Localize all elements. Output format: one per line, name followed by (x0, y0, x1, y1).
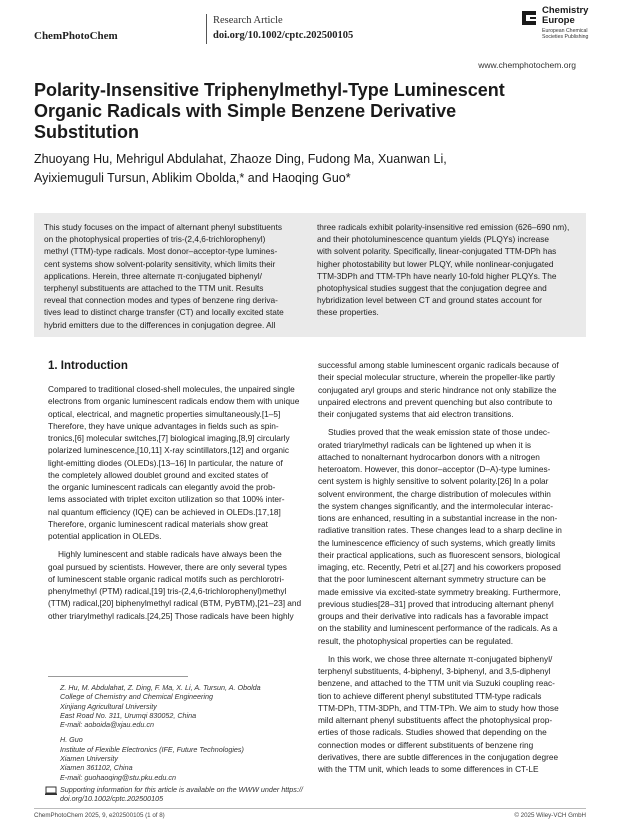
text-line: Compared to traditional closed-shell molecules, the unpaired single (48, 384, 295, 394)
text-line: other triarylmethyl radicals.[24,25] Those radicals have been highly (48, 610, 294, 621)
footer-copyright: © 2025 Wiley-VCH GmbH (514, 812, 586, 819)
text-line: imaging, etc. Recently, Petri et al.[27] and his coworkers proposed (318, 562, 561, 572)
text-line: connection modes or different substituents of benzene ring (318, 739, 534, 750)
abstract-line: terphenyl substituents are attached to the TTM unit. Results (44, 283, 264, 294)
text-line: successful among stable luminescent organic radicals because of (318, 360, 559, 370)
abstract-line: hybridization level between CT and ground states account for (317, 295, 542, 306)
text-line: the organic luminescent radicals can elegantly avoid the prob- (48, 482, 276, 492)
footer-citation: ChemPhotoChem 2025, 9, e202500105 (1 of 8) (34, 812, 165, 819)
footer-divider (34, 808, 586, 809)
text-line: East Road No. 311, Urumqi 830052, China (60, 710, 197, 720)
logo-line-4: Societies Publishing (542, 34, 589, 40)
abstract-line: these properties. (317, 307, 379, 318)
supporting-info (60, 785, 303, 804)
abstract-line: with solvent polarity. Specifically, linear-conjugated TTM-DPh has (317, 246, 557, 257)
abstract-line: higher photostability but lower PLQY, while nonlinear-conjugated (317, 258, 554, 269)
text-line: phenylmethyl (PTM) radical,[19] tris-(2,4,6-trichlorophenyl)methyl (48, 586, 287, 596)
abstract-line: three radicals exhibit polarity-insensitive red emission (626–690 nm), (317, 222, 570, 232)
text-line: goal pursued by scientists. However, there are only several types (48, 561, 287, 572)
text-line: nal quantum efficiency (IQE) can be achieved in OLEDs.[17,18] (48, 506, 281, 517)
abstract-line: and their photoluminescence quantum yields (PLQYs) increase (317, 234, 549, 245)
text-line: attached to nonalternant hydrocarbon donors with a nitrogen (318, 451, 540, 462)
abstract-right-column (317, 221, 569, 319)
text-line: College of Chemistry and Chemical Engineering (60, 692, 214, 702)
text-line: erties of those radicals. Studies showed that depending on the (318, 727, 547, 738)
text-line: mild alternant phenyl substituents affect the photophysical prop- (318, 715, 553, 725)
text-line: Xinjiang Agricultural University (60, 701, 157, 711)
text-line: solvent environment, the charge distribution of molecules within (318, 488, 551, 499)
title-line: Polarity-Insensitive Triphenylmethyl-Type Luminescent (34, 80, 505, 100)
abstract-box (34, 213, 586, 337)
text-line: Highly luminescent and stable radicals have always been the (58, 549, 282, 560)
title-line: Substitution (34, 122, 139, 142)
text-line: made emissive via excited-state symmetry breaking. Furthermore, (318, 586, 561, 597)
text-line: light-emitting diodes (OLEDs).[13–16] In particular, the nature of (48, 457, 283, 468)
abstract-line: hybrid emitters due to the differences in conjugation degree. All (44, 319, 276, 330)
logo-line-2: Europe (542, 15, 575, 26)
text-line: E-mail: aoboida@xjau.edu.cn (60, 720, 154, 730)
text-line: optical, electrical, and magnetic properties simultaneously.[1–5] (48, 408, 281, 419)
text-line: E-mail: guohaoqing@stu.pku.edu.cn (60, 772, 176, 782)
text-line: their practical applications, such as fluorescent sensors, biological (318, 549, 561, 560)
text-line: the completely allowed doublet ground and excited states of (48, 469, 269, 480)
text-line: electrons from organic luminescent radicals endow them with unique (48, 396, 300, 407)
text-line: the luminescence efficiency of such systems, which greatly limits (318, 537, 556, 548)
text-line: conjugated aryl groups and steric hindrance not only stabilize the (318, 384, 557, 395)
journal-name: ChemPhotoChem (34, 30, 118, 42)
supporting-line: Supporting information for this article is available on the WWW under https:// (60, 785, 303, 794)
logo-line-3: European Chemical (542, 28, 588, 34)
abstract-left-column (44, 221, 284, 331)
supporting-info-icon (45, 786, 57, 796)
text-line: groups and their derivative into radicals has a favorable impact (318, 611, 549, 621)
text-line: polarized luminescence,[10,11] X-ray scintillators,[12] and organic (48, 445, 290, 456)
text-line: Therefore, organic luminescent radical materials show great (48, 518, 268, 529)
abstract-line: on the photophysical properties of tris-(2,4,6-trichlorophenyl) (44, 234, 266, 245)
text-line: benzene, and attached to the TTM unit via Suzuki coupling reac- (318, 678, 555, 689)
text-line: TTM-DPh, TTM-3DPh, and TTM-TPh. We aim to study how those (318, 702, 559, 713)
journal-website-link[interactable]: www.chemphotochem.org (478, 60, 576, 70)
header-divider (206, 14, 207, 44)
text-line: derivatives, there are subtle differences in the conjugation degree (318, 751, 559, 762)
abstract-line: applications. Herein, three alternate π-conjugated biphenyl/ (44, 270, 262, 281)
affiliation-divider (48, 676, 188, 677)
abstract-line: This study focuses on the impact of alternant phenyl substituents (44, 222, 282, 232)
text-line: heteroatom. However, this donor–acceptor (D–A)-type lumines- (318, 464, 551, 474)
text-line: H. Guo (60, 735, 83, 745)
publisher-logo (520, 6, 616, 50)
text-line: Studies proved that the weak emission state of those undec- (328, 427, 550, 438)
chemistry-europe-logo-icon (520, 9, 538, 27)
text-line: with the TTM unit, which leads to some differences in CT-LE (318, 764, 539, 774)
abstract-line: TTM-3DPh and TTM-TPh have nearly 10-fold higher PLQYs. The (317, 270, 557, 281)
text-line: previous studies[28–31] proved that introducing alternant phenyl (318, 598, 554, 609)
text-line: (TTM) radical,[20] biphenylmethyl radical (BTM, PyBTM),[21–23] and (48, 598, 302, 609)
text-line: terphenyl substituents, 4-biphenyl, 3-biphenyl, and 3,5-diphenyl (318, 666, 551, 676)
author-line: Ayixiemuguli Tursun, Ablikim Obolda,* and Haoqing Guo* (34, 171, 351, 185)
affiliations (60, 683, 261, 782)
text-line: Z. Hu, M. Abdulahat, Z. Ding, F. Ma, X. Li, A. Tursun, A. Obolda (60, 683, 261, 692)
section-heading: 1. Introduction (48, 360, 128, 372)
text-line: their special molecular structure, wherein the propeller-like partly (318, 372, 556, 383)
text-line: Xiamen 361102, China (60, 763, 133, 773)
logo-line-1: Chemistry (542, 5, 589, 16)
text-line: cent system is highly sensitive to solvent polarity.[26] In a polar (318, 476, 549, 487)
article-title (34, 80, 594, 143)
text-line: orated triarylmethyl radicals can be lightened up when it is (318, 439, 532, 450)
text-line: tronics,[6] molecular switches,[7] biological imaging,[8,9] circularly (48, 433, 290, 443)
text-line: tions are enhanced, resulting in a substantial increase in the non- (318, 513, 558, 523)
author-list (34, 150, 594, 188)
article-doi-link[interactable]: doi.org/10.1002/cptc.202500105 (213, 30, 354, 41)
text-line: result, the photophysical properties can be regulated. (318, 635, 514, 646)
supporting-link[interactable]: doi.org/10.1002/cptc.202500105 (60, 794, 164, 804)
intro-left-column (48, 383, 301, 622)
article-type: Research Article (213, 15, 283, 26)
title-line: Organic Radicals with Simple Benzene Derivative (34, 101, 457, 121)
abstract-line: tives lead to distinct charge transfer (CT) and locally excited state (44, 307, 284, 318)
text-line: In this work, we chose three alternate π-conjugated biphenyl/ (328, 653, 553, 664)
intro-right-column (318, 359, 562, 775)
abstract-line: cent systems show solvent-polarity sensitivity, which limits their (44, 258, 276, 269)
abstract-line: photophysical studies suggest that the conjugation degree and (317, 283, 547, 294)
text-line: their conjugated systems that aid electron transitions. (318, 409, 514, 419)
text-line: the system changes significantly, and the intermolecular interac- (318, 500, 554, 511)
abstract-line: methyl (TTM)-type radicals. Most donor–acceptor-type lumines- (44, 246, 278, 257)
text-line: lems associated with triplet exciton utilization so that 100% inter- (48, 494, 285, 505)
text-line: tion to achieve different phenyl substituted TTM-type radicals (318, 690, 542, 701)
text-line: radiative transition rates. These changes lead to a sharp decline in (318, 525, 562, 536)
author-line: Zhuoyang Hu, Mehrigul Abdulahat, Zhaoze Ding, Fudong Ma, Xuanwan Li, (34, 152, 447, 166)
text-line: potential application in OLEDs. (48, 531, 162, 541)
text-line: Therefore, they have unique advantages in fields such as spin- (48, 420, 279, 431)
text-line: that the poor luminescent alternant symmetry structure can be (318, 574, 546, 585)
text-line: Institute of Flexible Electronics (IFE, Future Technologies) (60, 744, 244, 754)
abstract-line: reveal that connection modes and types of benzene ring deriva- (44, 295, 278, 306)
text-line: of luminescent stable organic radical motifs such as perchlorotri- (48, 573, 285, 584)
text-line: Xiamen University (60, 754, 118, 764)
text-line: unpaired electrons and prevent quenching but also contribute to (318, 396, 553, 407)
text-line: on the stability and luminescent performance of the radicals. As a (318, 623, 558, 634)
